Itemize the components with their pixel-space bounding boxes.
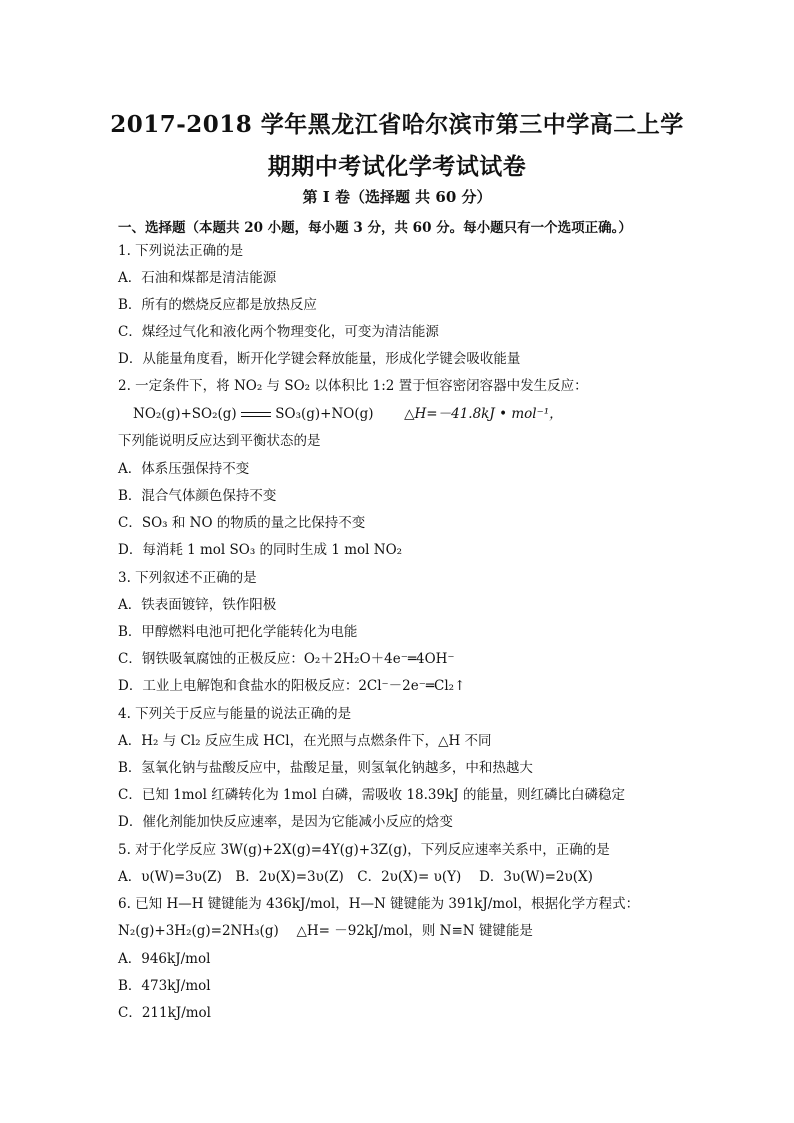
document-title-line-1: 2017-2018 学年黑龙江省哈尔滨市第三中学高二上学 [110, 111, 684, 138]
q4-option-a: A．H₂ 与 Cl₂ 反应生成 HCl，在光照与点燃条件下，△H 不同 [118, 733, 492, 749]
q2-option-b: B．混合气体颜色保持不变 [118, 488, 277, 504]
document-title-line-2: 期期中考试化学考试试卷 [267, 153, 527, 180]
q1-option-b: B．所有的燃烧反应都是放热反应 [118, 297, 317, 313]
q5-options: A．υ(W)=3υ(Z) B．2υ(X)=3υ(Z) C．2υ(X)= υ(Y) D．3υ(W)=2υ(X) [118, 869, 593, 885]
q2-stem: 2. 一定条件下，将 NO₂ 与 SO₂ 以体积比 1:2 置于恒容密闭容器中发生反应： [118, 378, 588, 394]
q4-option-b: B．氢氧化钠与盐酸反应中，盐酸足量，则氢氧化钠越多，中和热越大 [118, 760, 533, 776]
q3-option-a: A．铁表面镀锌，铁作阳极 [118, 597, 277, 613]
q5-stem: 5. 对于化学反应 3W(g)+2X(g)=4Y(g)+3Z(g)，下列反应速率关系中，正确的是 [118, 842, 610, 858]
section-heading: 一、选择题（本题共 20 小题，每小题 3 分，共 60 分。每小题只有一个选项正确。） [118, 220, 632, 236]
q2-option-a: A．体系压强保持不变 [118, 461, 250, 477]
q3-option-d: D．工业上电解饱和食盐水的阳极反应：2Cl⁻－2e⁻═Cl₂↑ [118, 678, 466, 694]
q3-option-c: C．钢铁吸氧腐蚀的正极反应：O₂＋2H₂O＋4e⁻═4OH⁻ [118, 651, 455, 667]
q2-equation-left: NO₂(g)+SO₂(g) [133, 406, 237, 422]
q2-option-d: D．每消耗 1 mol SO₃ 的同时生成 1 mol NO₂ [118, 542, 403, 558]
q1-stem: 1. 下列说法正确的是 [118, 243, 244, 259]
q6-option-b: B．473kJ/mol [118, 978, 211, 994]
part-heading: 第 I 卷（选择题 共 60 分） [302, 188, 492, 206]
q6-stem: 6. 已知 H—H 键键能为 436kJ/mol，H—N 键键能为 391kJ/mol，根据化学方程式： [118, 896, 640, 912]
q3-stem: 3. 下列叙述不正确的是 [118, 570, 257, 586]
q4-stem: 4. 下列关于反应与能量的说法正确的是 [118, 706, 352, 722]
q1-option-a: A．石油和煤都是清洁能源 [118, 270, 277, 286]
q2-option-c: C．SO₃ 和 NO 的物质的量之比保持不变 [118, 515, 366, 531]
q1-option-c: C．煤经过气化和液化两个物理变化，可变为清洁能源 [118, 324, 439, 340]
q4-option-c: C．已知 1mol 红磷转化为 1mol 白磷，需吸收 18.39kJ 的能量，则红磷比白磷稳定 [118, 787, 625, 803]
q4-option-d: D．催化剂能加快反应速率，是因为它能减小反应的焓变 [118, 814, 453, 830]
equilibrium-arrow-icon [241, 410, 271, 420]
q1-option-d: D．从能量角度看，断开化学键会释放能量，形成化学键会吸收能量 [118, 351, 521, 367]
q2-stem-2: 下列能说明反应达到平衡状态的是 [118, 433, 321, 449]
q3-option-b: B．甲醇燃料电池可把化学能转化为电能 [118, 624, 358, 640]
q2-enthalpy: △H=－41.8kJ • mol⁻¹， [404, 406, 563, 422]
q2-equation [133, 405, 563, 423]
q2-equation-right: SO₃(g)+NO(g) [275, 406, 374, 422]
q6-option-c: C．211kJ/mol [118, 1005, 211, 1021]
q6-option-a: A．946kJ/mol [118, 951, 211, 967]
q6-stem-2: N₂(g)+3H₂(g)=2NH₃(g) △H= －92kJ/mol，则 N≡N 键键能是 [118, 923, 533, 939]
